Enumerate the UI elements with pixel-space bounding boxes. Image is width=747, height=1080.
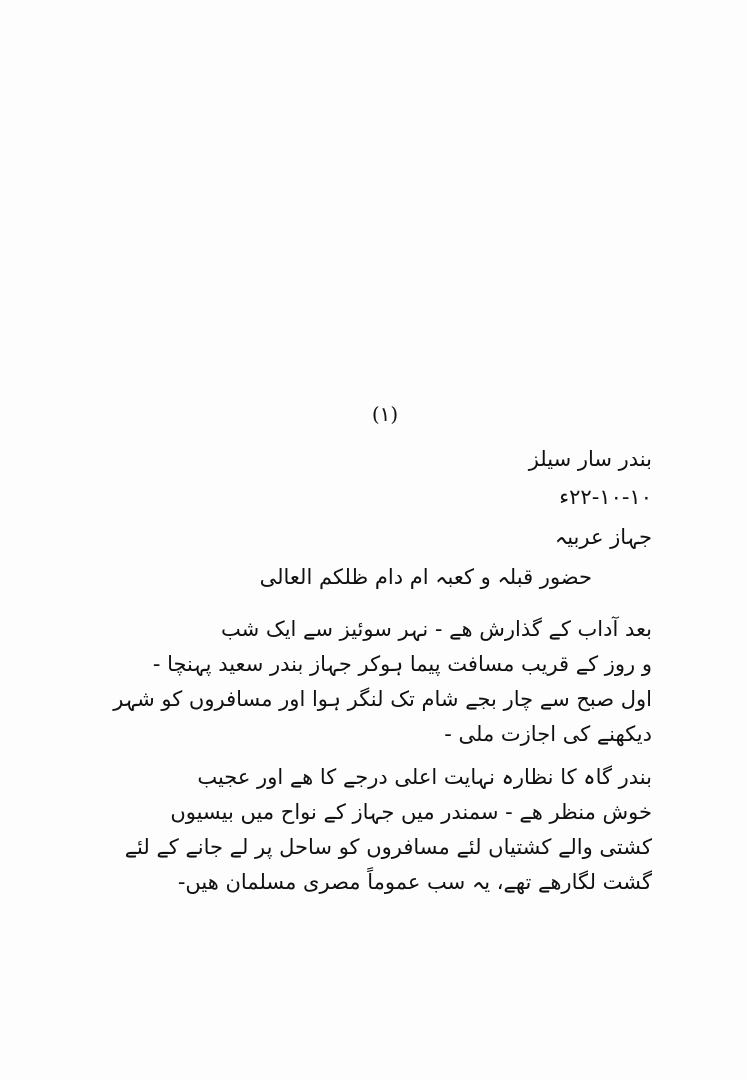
letter-date: ۲۲-۱۰-۱۰ء [559,485,652,509]
paragraph-line: بندر گاہ کا نظارہ نہایت اعلی درجے کا ھے اور عجیب [197,765,652,789]
paragraph [92,760,652,900]
letter-place: بندر سار سیلز [528,447,652,471]
paragraph-line: اول صبح سے چار بجے شام تک لنگر ہوا اور مسافروں کو شہر [113,687,652,711]
letter-salutation: حضور قبلہ و کعبہ ام دام ظلکم العالی [259,565,592,589]
paragraph-line: بعد آداب کے گذارش ھے - نہر سوئیز سے ایک شب [221,617,652,641]
paragraph-line: گشت لگارھے تھے، یہ سب عموماً مصری مسلمان ھیں- [177,870,652,894]
paragraph-line: خوش منظر ھے - سمندر میں جہاز کے نواح میں بیسیوں [170,800,652,824]
paragraph-line: کشتی والے کشتیاں لئے مسافروں کو ساحل پر لے جانے کے لئے [124,835,652,859]
page-number: (۱) [371,402,399,426]
paragraph [92,612,652,752]
paragraph-line: و روز کے قریب مسافت پیما ہوکر جہاز بندر سعید پہنچا - [152,652,652,676]
paragraph-line: دیکھنے کی اجازت ملی - [444,722,652,746]
letter-ship: جہاز عربیہ [554,525,652,549]
